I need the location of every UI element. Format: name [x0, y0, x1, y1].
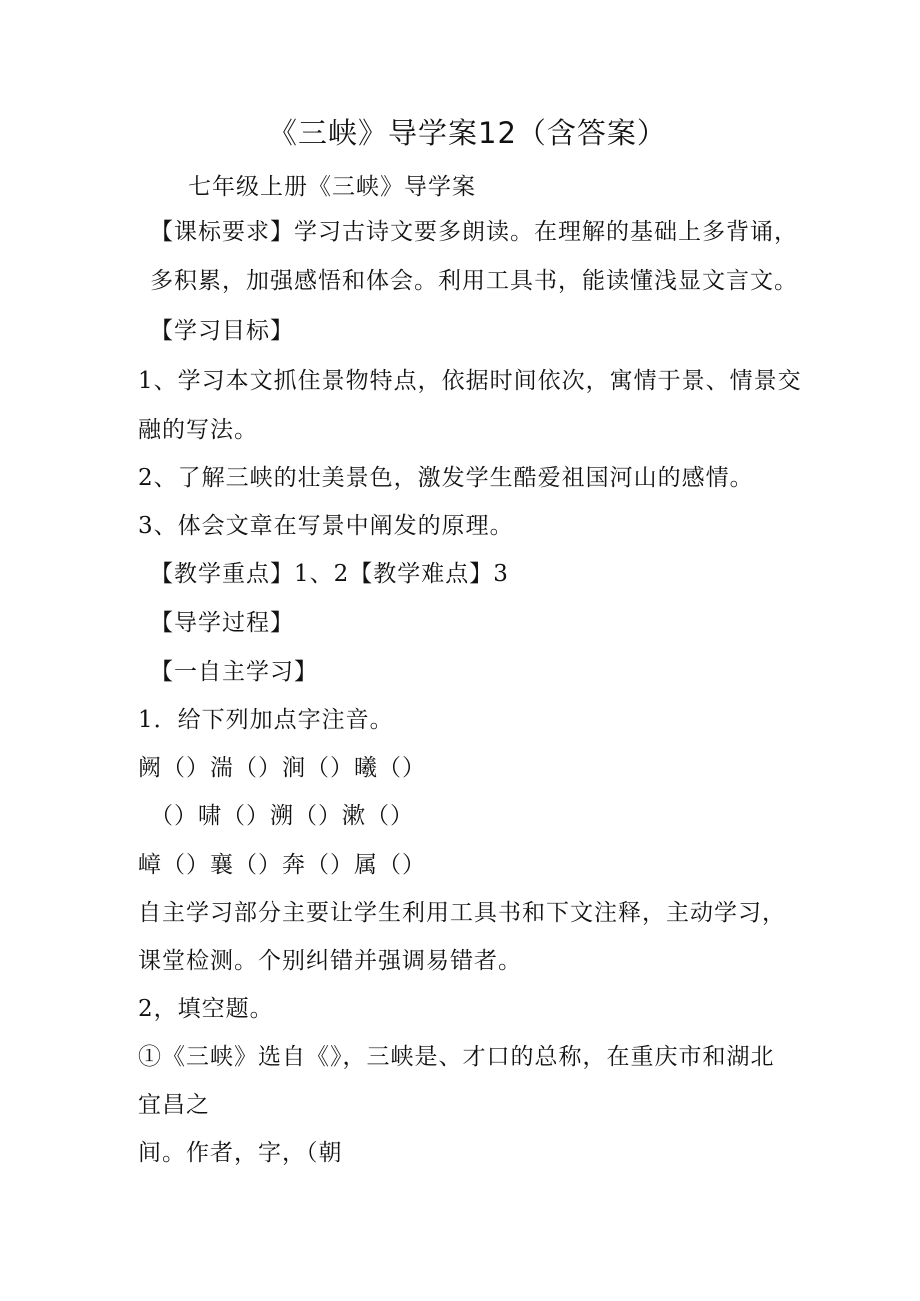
- question-2-prompt: 2，填空题。: [138, 996, 274, 1022]
- goal-1-line-1: 1、学习本文抓住景物特点，依据时间依次，寓情于景、情景交: [138, 368, 802, 394]
- self-study-heading: 【一自主学习】: [150, 659, 318, 685]
- requirement-line-2: 多积累，加强感悟和体会。利用工具书，能读懂浅显文言文。: [150, 268, 798, 294]
- question-1-row-1: 阙（）湍（）涧（）曦（）: [138, 755, 426, 781]
- question-1-row-3: 嶂（）襄（）奔（）属（）: [138, 852, 426, 878]
- page-title: 《三峡》导学案12（含答案）: [268, 116, 667, 150]
- goal-1-line-2: 融的写法。: [138, 417, 258, 443]
- question-2-item-1-line-3: 间。作者，字，（朝: [138, 1140, 343, 1166]
- goal-3: 3、体会文章在写景中阐发的原理。: [138, 513, 514, 539]
- requirement-line-1: 【课标要求】学习古诗文要多朗读。在理解的基础上多背诵，: [150, 219, 798, 245]
- note-line-2: 课堂检测。个别纠错并强调易错者。: [138, 948, 522, 974]
- process-heading: 【导学过程】: [150, 610, 294, 636]
- key-points: 【教学重点】1、2【教学难点】3: [150, 561, 509, 587]
- subtitle: 七年级上册《三峡》导学案: [188, 174, 476, 200]
- question-2-item-1-line-1: ①《三峡》选自《》，三峡是、才口的总称，在重庆市和湖北: [138, 1044, 775, 1070]
- goal-2: 2、了解三峡的壮美景色，激发学生酷爱祖国河山的感情。: [138, 465, 754, 491]
- question-1-prompt: 1．给下列加点字注音。: [138, 707, 394, 733]
- question-1-row-2: （）啸（）溯（）漱（）: [150, 803, 414, 829]
- note-line-1: 自主学习部分主要让学生利用工具书和下文注释，主动学习，: [138, 900, 786, 926]
- question-2-item-1-line-2: 宜昌之: [138, 1092, 210, 1118]
- goals-heading: 【学习目标】: [150, 318, 294, 344]
